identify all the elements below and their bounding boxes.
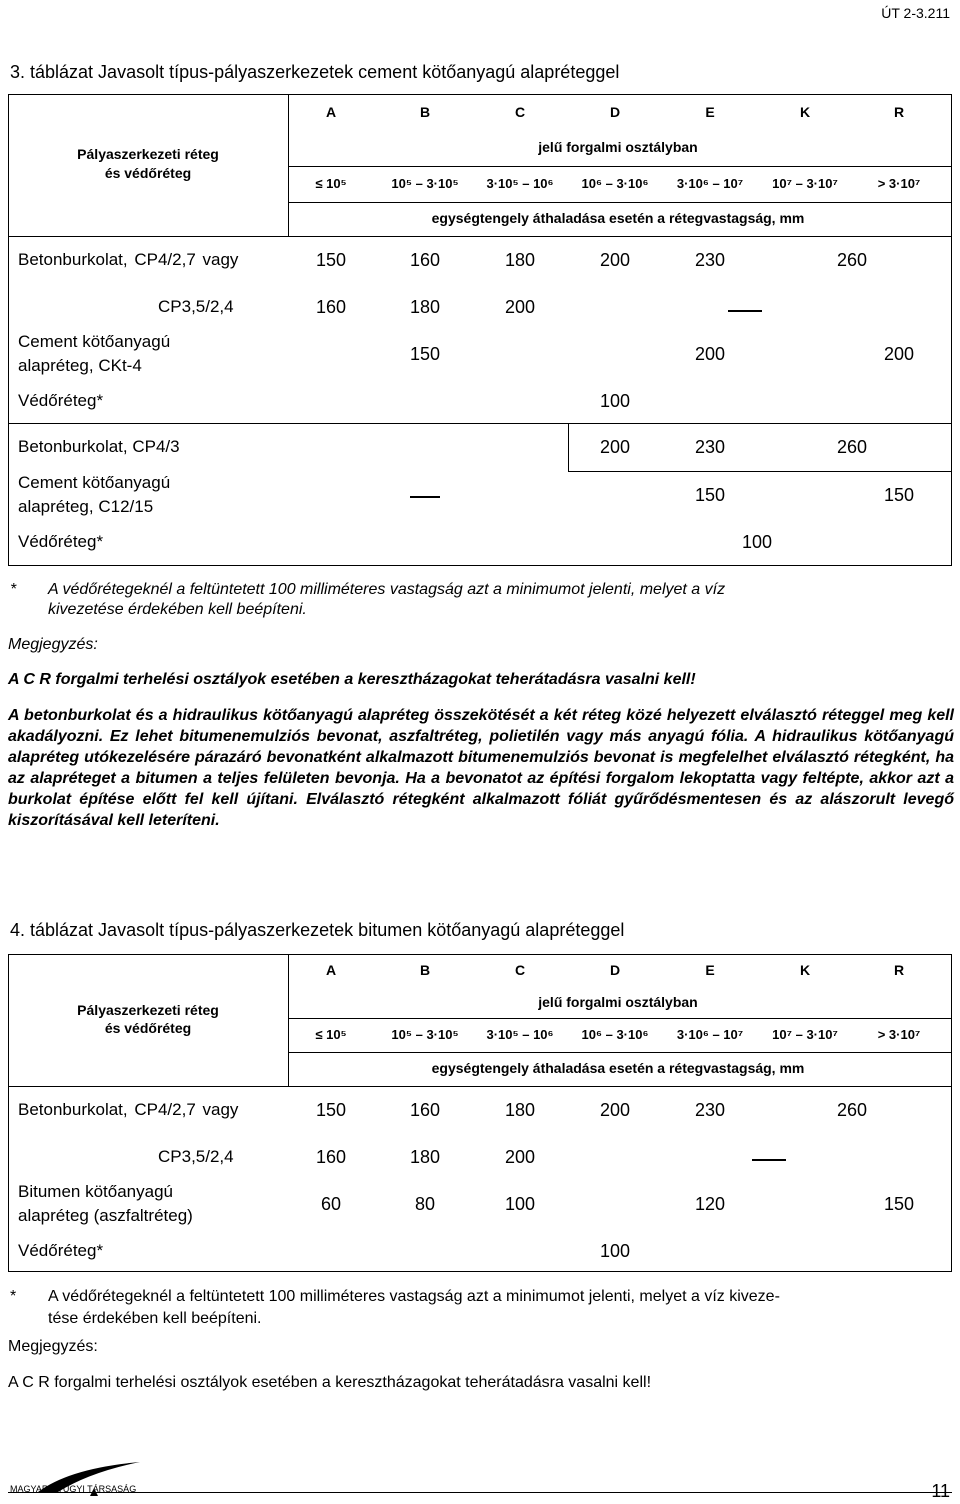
table4-range-7: > 3·10⁷ xyxy=(877,1027,921,1042)
table3-range-2: 10⁵ – 3·10⁵ xyxy=(391,176,459,191)
table3-divider-a xyxy=(568,423,569,471)
table3-class-a: A xyxy=(325,104,337,120)
table4-row2-dash xyxy=(752,1159,786,1161)
table4-row1-d: 200 xyxy=(599,1100,631,1120)
society-logo-text: MAGYAR ÚTÜGYI TÁRSASÁG xyxy=(10,1484,137,1494)
table3-header-rule xyxy=(8,236,952,237)
table4-row3-b: 80 xyxy=(414,1194,436,1214)
table4-class-rule xyxy=(288,1018,952,1019)
table4-row1-label: Betonburkolat, CP4/2,7 vagy xyxy=(18,1100,239,1119)
table3-unit-label: egységtengely áthaladása esetén a rétegvastagság, mm xyxy=(431,210,805,226)
table3-range-rule xyxy=(288,202,952,203)
table4-unit-label: egységtengely áthaladása esetén a rétegvastagság, mm xyxy=(431,1060,805,1076)
table4-row3-kr: 150 xyxy=(883,1194,915,1214)
table3-class-c: C xyxy=(514,104,526,120)
table3-footnote-mark: * xyxy=(10,581,17,598)
table3-row5-label: Betonburkolat, CP4/3 xyxy=(18,437,180,456)
table4-range-rule xyxy=(288,1052,952,1053)
table4-range-3: 3·10⁵ – 10⁶ xyxy=(486,1027,554,1042)
table3-range-1: ≤ 10⁵ xyxy=(315,176,347,191)
table3-row4-value: 100 xyxy=(599,391,631,411)
table4-row4-label: Védőréteg* xyxy=(18,1241,104,1260)
table3-class-d: D xyxy=(609,104,621,120)
table4-range-2: 10⁵ – 3·10⁵ xyxy=(391,1027,459,1042)
table4-class-k: K xyxy=(799,962,811,978)
table3-mid-rule xyxy=(8,423,952,424)
table3-row7-value: 100 xyxy=(741,532,773,552)
table4-range-6: 10⁷ – 3·10⁷ xyxy=(772,1027,838,1042)
table3-class-label: jelű forgalmi osztályban xyxy=(538,139,698,155)
table4-row3-de: 120 xyxy=(694,1194,726,1214)
table4-class-label: jelű forgalmi osztályban xyxy=(538,994,698,1010)
table3-class-rule xyxy=(288,166,952,167)
table4-class-a: A xyxy=(325,962,337,978)
table4-note-line: A C R forgalmi terhelési osztályok esetében a keresztházagokat teherátadásra vasalni kell! xyxy=(8,1374,652,1391)
table3-row2-label: CP3,5/2,4 xyxy=(158,297,234,316)
table4-class-r: R xyxy=(893,962,905,978)
table3-row1-d: 200 xyxy=(599,250,631,270)
table3-range-7: > 3·10⁷ xyxy=(877,176,921,191)
table4-footnote-mark: * xyxy=(10,1288,17,1305)
table3-row5-kr: 260 xyxy=(836,437,868,457)
table4-class-b: B xyxy=(419,962,431,978)
table3-range-4: 10⁶ – 3·10⁶ xyxy=(581,176,649,191)
table4-class-d: D xyxy=(609,962,621,978)
table4-row1-a: 150 xyxy=(315,1100,347,1120)
table3-footnote-line2: kivezetése érdekében kell beépíteni. xyxy=(48,601,307,618)
table4-row3-label-line1: Bitumen kötőanyagú xyxy=(18,1182,173,1201)
table3-row3-kr: 200 xyxy=(883,344,915,364)
table4-stub-divider xyxy=(288,954,289,1086)
table3-row1-label: Betonburkolat, CP4/2,7 vagy xyxy=(18,250,239,269)
table3-row6-label-line2: alapréteg, C12/15 xyxy=(18,497,154,516)
table3-row4-label: Védőréteg* xyxy=(18,391,104,410)
table3-footnote-line1: A védőrétegeknél a feltüntetett 100 milliméteres vastagság azt a minimumot jelenti, melyet a víz xyxy=(48,581,726,598)
table3-paragraph: A betonburkolat és a hidraulikus kötőanyagú alapréteg összekötését a két réteg közé helyezett elválasztó réteggel meg kell akadályozni. Ez lehet bitumenemulziós bevonat, aszfaltréteg, polietilén vagy más anyagú fólia. A hidraulikus kötőanyagú alapréteg utókezelésére párazáró bevonatként alkalmazott bitumenemulziós bevonat is megfelelhet elválasztó rétegként, ha az alapréteget a bitumen a teljes felületen bevonja. Ha a bevonatot az építési forgalom lekoptatta vagy feltépte, akkor azt a burkolat építése előtt fel kell újítani. Elválasztó rétegként alkalmazott fóliát gyűrődésmentesen és az alászorult levegő kiszorításával kell leteríteni. xyxy=(8,707,954,829)
table3-row3-label-line1: Cement kötőanyagú xyxy=(18,332,171,351)
table3-row6-kr: 150 xyxy=(883,485,915,505)
document-code: ÚT 2-3.211 xyxy=(881,5,950,21)
table3-row5-d: 200 xyxy=(599,437,631,457)
table4-footnote-line1: A védőrétegeknél a feltüntetett 100 milliméteres vastagság azt a minimumot jelenti, melyet a víz kiveze- xyxy=(48,1288,780,1305)
table4-footnote-line2: tése érdekében kell beépíteni. xyxy=(48,1310,262,1327)
page-number: 11 xyxy=(931,1481,950,1501)
table4-class-c: C xyxy=(514,962,526,978)
table4-row3-label-line2: alapréteg (aszfaltréteg) xyxy=(18,1206,193,1225)
table4-row2-label: CP3,5/2,4 xyxy=(158,1147,234,1166)
table3-row1-c: 180 xyxy=(504,250,536,270)
table4-row3-a: 60 xyxy=(320,1194,342,1214)
table3-range-6: 10⁷ – 3·10⁷ xyxy=(772,176,838,191)
table3-row6-dash xyxy=(410,496,440,498)
table4-range-5: 3·10⁶ – 10⁷ xyxy=(676,1027,744,1042)
table3-row2-b: 180 xyxy=(409,297,441,317)
table4-row1-b: 160 xyxy=(409,1100,441,1120)
table3-row3-label-line2: alapréteg, CKt-4 xyxy=(18,356,142,375)
table4-caption: 4. táblázat Javasolt típus-pályaszerkezetek bitumen kötőanyagú alapréteggel xyxy=(10,920,625,940)
table3-row1-b: 160 xyxy=(409,250,441,270)
table4-range-1: ≤ 10⁵ xyxy=(315,1027,347,1042)
table3-row7-label: Védőréteg* xyxy=(18,532,104,551)
table4-row2-a: 160 xyxy=(315,1147,347,1167)
table3-note-line: A C R forgalmi terhelési osztályok esetében a keresztházagokat teherátadásra vasalni kell! xyxy=(8,671,696,688)
table3-row6-label-line1: Cement kötőanyagú xyxy=(18,473,171,492)
table3-class-e: E xyxy=(705,104,715,120)
table3-stub-divider xyxy=(288,94,289,236)
table3-class-r: R xyxy=(893,104,905,120)
table3-row2-c: 200 xyxy=(504,297,536,317)
table4-row1-c: 180 xyxy=(504,1100,536,1120)
table4-row2-b: 180 xyxy=(409,1147,441,1167)
table3-row1-kr: 260 xyxy=(836,250,868,270)
table3-note-title: Megjegyzés: xyxy=(8,636,98,653)
table3-row1-e: 230 xyxy=(694,250,726,270)
table3-row1-a: 150 xyxy=(315,250,347,270)
table3-caption: 3. táblázat Javasolt típus-pályaszerkezetek cement kötőanyagú alapréteggel xyxy=(10,62,620,82)
table4-stub-header-line2: és védőréteg xyxy=(104,1020,192,1036)
table3-row5-e: 230 xyxy=(694,437,726,457)
table4-row2-c: 200 xyxy=(504,1147,536,1167)
table4-stub-header-line1: Pályaszerkezeti réteg xyxy=(77,1002,219,1018)
table3-stub-header-line1: Pályaszerkezeti réteg xyxy=(77,146,219,162)
table3-range-5: 3·10⁶ – 10⁷ xyxy=(676,176,744,191)
table4-row1-kr: 260 xyxy=(836,1100,868,1120)
table4-class-e: E xyxy=(705,962,715,978)
table3-row2-dash xyxy=(728,310,762,312)
table3-row6-e: 150 xyxy=(694,485,726,505)
table3-row3-cde: 200 xyxy=(694,344,726,364)
table4-header-rule xyxy=(8,1086,952,1087)
table3-row3-ab: 150 xyxy=(409,344,441,364)
table4-note-title: Megjegyzés: xyxy=(8,1338,98,1355)
table3-range-3: 3·10⁵ – 10⁶ xyxy=(486,176,554,191)
table3-row2-a: 160 xyxy=(315,297,347,317)
table3-stub-header-line2: és védőréteg xyxy=(104,165,192,181)
table3-sub-rule xyxy=(568,471,952,472)
table4-row3-c: 100 xyxy=(504,1194,536,1214)
table3-class-b: B xyxy=(419,104,431,120)
table3-class-k: K xyxy=(799,104,811,120)
table4-range-4: 10⁶ – 3·10⁶ xyxy=(581,1027,649,1042)
table4-row4-value: 100 xyxy=(599,1241,631,1261)
table4-row1-e: 230 xyxy=(694,1100,726,1120)
